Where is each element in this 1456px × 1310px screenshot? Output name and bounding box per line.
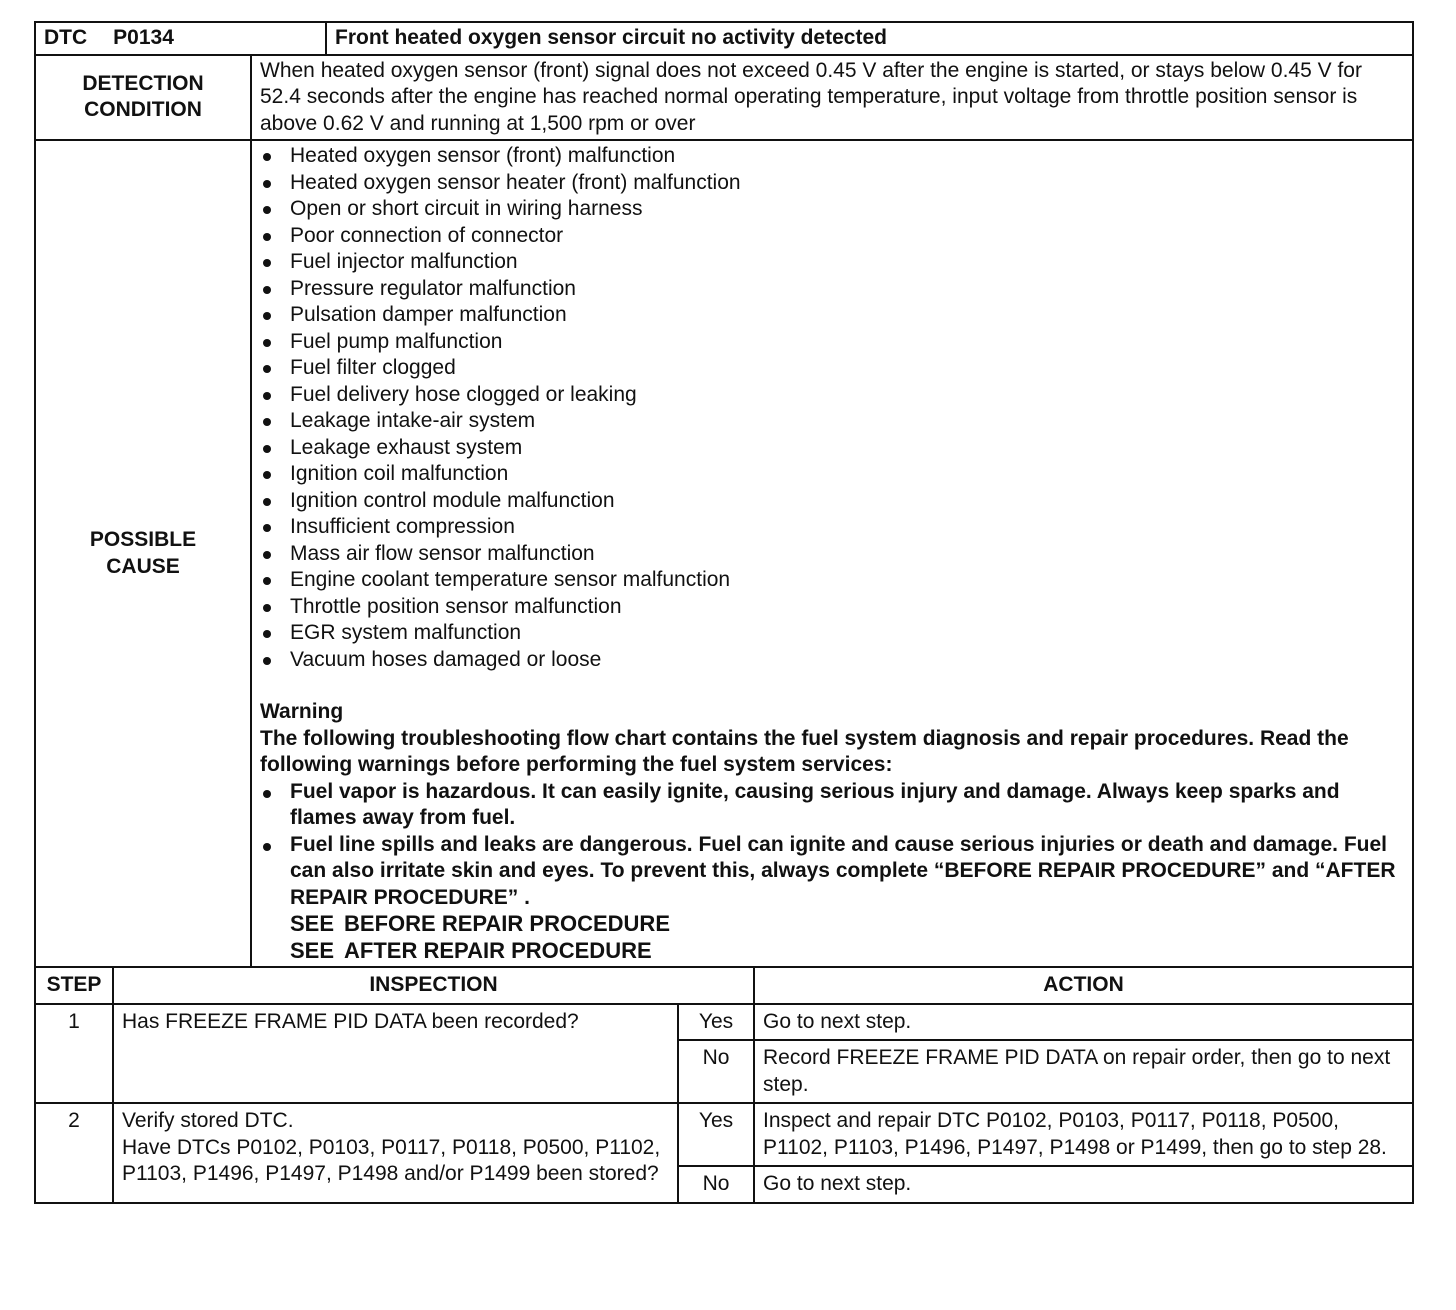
warning-list [260, 779, 1404, 912]
cause-item: Pressure regulator malfunction [260, 276, 1404, 303]
possible-cause-content [251, 140, 1413, 967]
step-number: 2 [35, 1103, 113, 1203]
see-after-repair[interactable] [260, 938, 1404, 965]
inspection-header: INSPECTION [113, 967, 754, 1004]
cause-item: Pulsation damper malfunction [260, 302, 1404, 329]
cause-item: Leakage intake-air system [260, 408, 1404, 435]
see-word: SEE [290, 937, 335, 963]
no-action: Go to next step. [754, 1166, 1413, 1203]
step-header: STEP [35, 967, 113, 1004]
cause-item: Poor connection of connector [260, 223, 1404, 250]
no-action: Record FREEZE FRAME PID DATA on repair order, then go to next step. [754, 1040, 1413, 1103]
detection-row [35, 55, 1413, 141]
dtc-sheet [34, 21, 1414, 1204]
cause-item: Ignition control module malfunction [260, 488, 1404, 515]
detection-label-line2: CONDITION [84, 98, 202, 122]
before-repair-link[interactable]: BEFORE REPAIR PROCEDURE [344, 911, 670, 936]
no-label: No [678, 1166, 754, 1203]
steps-header-row [35, 967, 1413, 1004]
detection-label [35, 55, 251, 141]
possible-cause-row [35, 140, 1413, 967]
possible-cause-label-line2: CAUSE [106, 554, 180, 578]
dtc-code: P0134 [113, 26, 174, 49]
yes-action: Go to next step. [754, 1004, 1413, 1041]
detection-text: When heated oxygen sensor (front) signal does not exceed 0.45 V after the engine is started, or stays below 0.45 V for 52.4 seconds after the engine has reached normal operating temperature, input voltage from throttle position sensor is above 0.62 V and running at 1,500 rpm or over [251, 55, 1413, 141]
cause-item: Fuel injector malfunction [260, 249, 1404, 276]
cause-item: Vacuum hoses damaged or loose [260, 647, 1404, 674]
action-header: ACTION [754, 967, 1413, 1004]
step-1-yes-row [35, 1004, 1413, 1041]
step-inspection: Has FREEZE FRAME PID DATA been recorded? [113, 1004, 678, 1104]
yes-label: Yes [678, 1103, 754, 1166]
dtc-header-row [35, 22, 1413, 55]
yes-label: Yes [678, 1004, 754, 1041]
step-inspection-line1: Verify stored DTC. [122, 1109, 294, 1132]
dtc-info-table [34, 21, 1414, 968]
warning-item: Fuel vapor is hazardous. It can easily ignite, causing serious injury and damage. Always keep sparks and flames away from fuel. [260, 779, 1404, 832]
cause-list [260, 143, 1404, 673]
cause-item: Heated oxygen sensor heater (front) malfunction [260, 170, 1404, 197]
detection-label-line1: DETECTION [82, 71, 204, 95]
cause-item: Engine coolant temperature sensor malfunction [260, 567, 1404, 594]
cause-item: Fuel delivery hose clogged or leaking [260, 382, 1404, 409]
cause-item: Fuel filter clogged [260, 355, 1404, 382]
cause-item: EGR system malfunction [260, 620, 1404, 647]
cause-item: Insufficient compression [260, 514, 1404, 541]
cause-item: Mass air flow sensor malfunction [260, 541, 1404, 568]
see-word: SEE [290, 911, 335, 936]
step-inspection [113, 1103, 678, 1203]
dtc-code-cell [35, 22, 326, 55]
dtc-label: DTC [44, 26, 88, 49]
warning-intro: The following troubleshooting flow chart contains the fuel system diagnosis and repair procedures. Read the following warnings before performing the fuel system services: [260, 726, 1349, 776]
cause-item: Fuel pump malfunction [260, 329, 1404, 356]
inspection-steps-table [34, 966, 1414, 1204]
possible-cause-label-line1: POSSIBLE [89, 528, 197, 551]
cause-item: Ignition coil malfunction [260, 461, 1404, 488]
step-2-yes-row [35, 1103, 1413, 1166]
step-number: 1 [35, 1004, 113, 1104]
step-inspection-line2: Have DTCs P0102, P0103, P0117, P0118, P0500, P1102, P1103, P1496, P1497, P1498 and/or P1499 been stored? [122, 1135, 661, 1185]
warning-item: Fuel line spills and leaks are dangerous. Fuel can ignite and cause serious injuries or death and damage. Fuel can also irritate skin and eyes. To prevent this, always complete “BEFORE REPAIR PROCEDURE” and “AFTER REPAIR PROCEDURE” . [260, 832, 1404, 912]
see-before-repair[interactable] [260, 911, 1404, 938]
dtc-title: Front heated oxygen sensor circuit no activity detected [326, 22, 1413, 55]
warning-title: Warning [260, 700, 344, 723]
cause-item: Open or short circuit in wiring harness [260, 196, 1404, 223]
yes-action: Inspect and repair DTC P0102, P0103, P0117, P0118, P0500, P1102, P1103, P1496, P1497, P1498 or P1499, then go to step 28. [754, 1103, 1413, 1166]
after-repair-link[interactable]: AFTER REPAIR PROCEDURE [344, 937, 652, 963]
warning-block [260, 699, 1404, 964]
possible-cause-label [35, 140, 251, 967]
cause-item: Throttle position sensor malfunction [260, 594, 1404, 621]
cause-item: Heated oxygen sensor (front) malfunction [260, 143, 1404, 170]
no-label: No [678, 1040, 754, 1103]
cause-item: Leakage exhaust system [260, 435, 1404, 462]
